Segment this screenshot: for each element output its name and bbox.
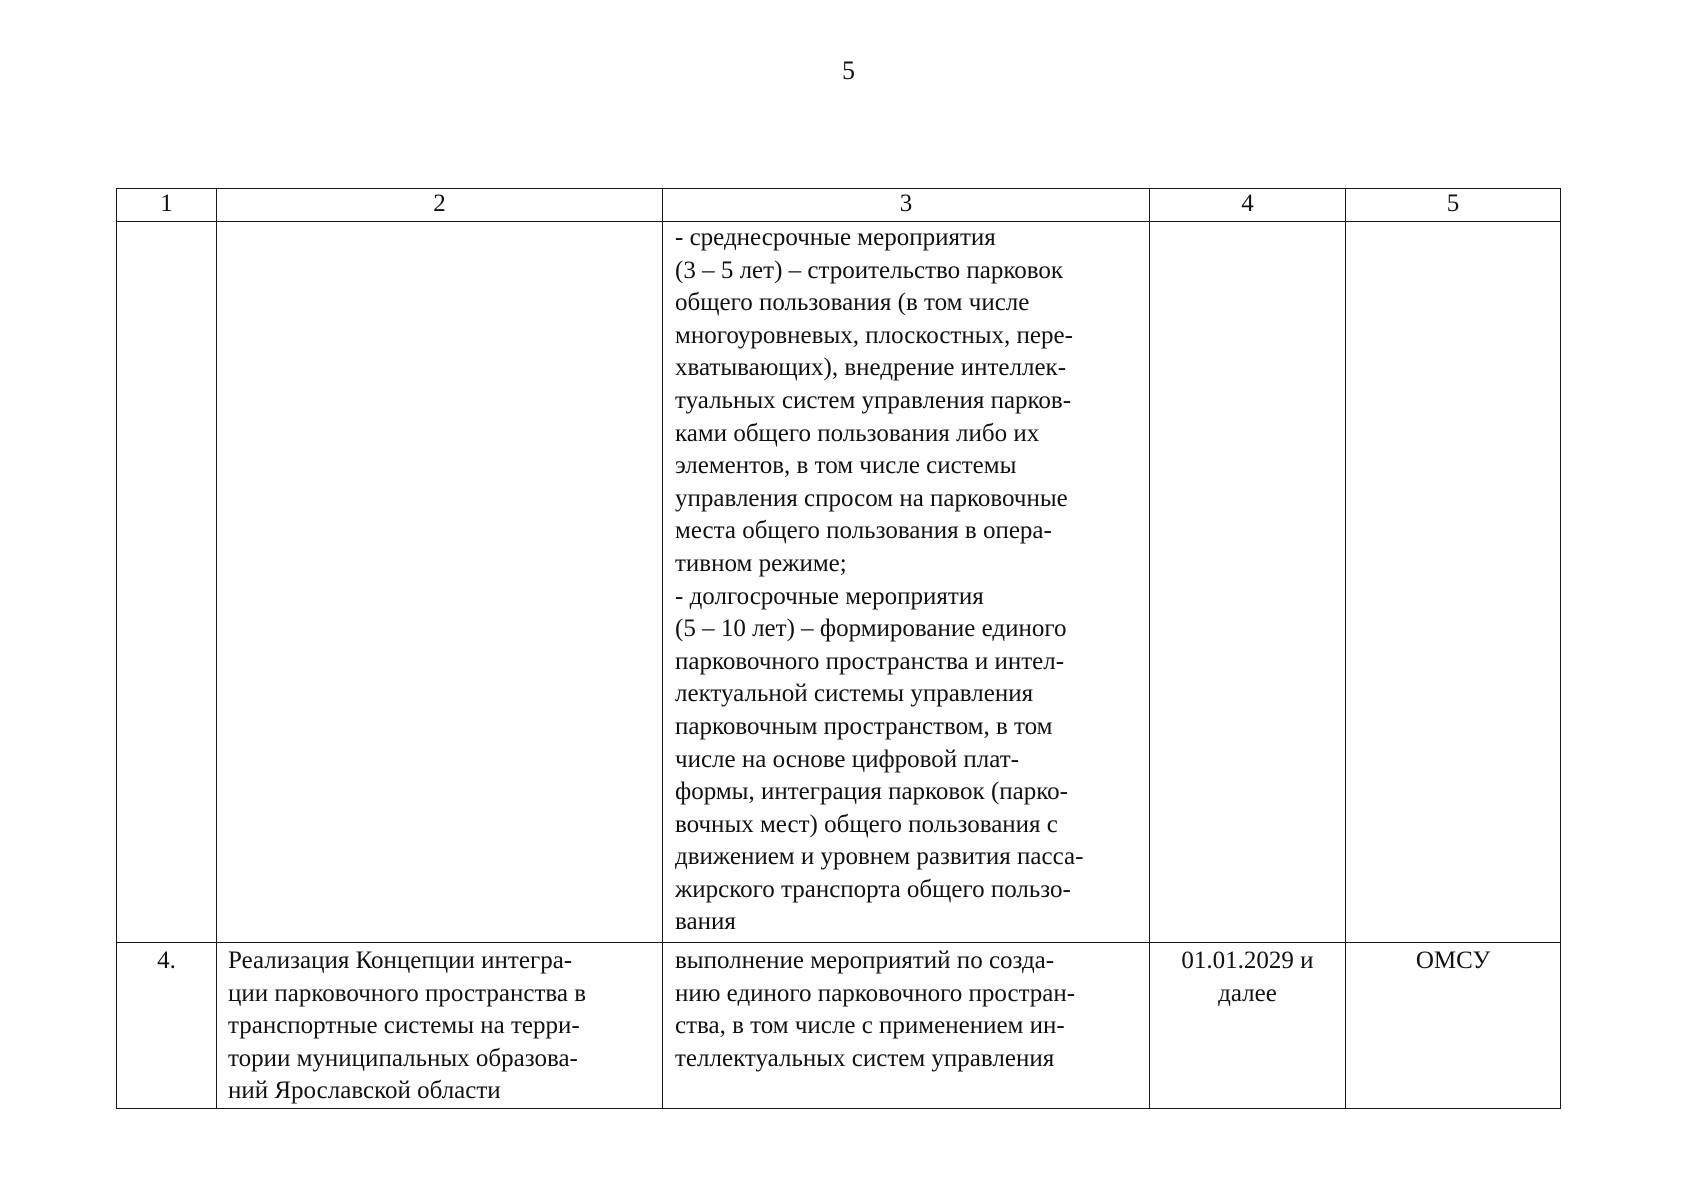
table-row-continuation [117,222,1561,943]
measure-responsible: ОМСУ [1415,947,1491,974]
table-row [117,943,1561,1109]
measures-description-text: - среднесрочные мероприятия (3 – 5 лет) – строительство парковок общего пользования (в том числе многоуровневых, плоскостных, пере- хватывающих), внедрение интеллек- туальных систем управления парков- ками общего пользования либо их элементов, в том числе системы управления спросом на парковочные места общего пользования в опера- тивном режиме; - долгосрочные мероприятия (5 – 10 лет) – формирование единого парковочного пространства и интел- лектуальной системы управления парковочным пространством, в том числе на основе цифровой плат- формы, интеграция парковок (парко- вочных мест) общего пользования с движением и уровнем развития пасса- жирского транспорта общего пользо- вания [675,224,1084,936]
header-col-4: 4 [1150,189,1346,222]
measure-deadline: 01.01.2029 и далее [1181,947,1314,1007]
cell-deadline [1150,222,1346,943]
cell-name [217,222,663,943]
header-col-1: 1 [117,189,217,222]
cell-responsible [1346,943,1561,1109]
row-number: 4. [157,947,176,974]
cell-number [117,943,217,1109]
cell-description [663,943,1150,1109]
measure-description: выполнение мероприятий по созда- нию единого парковочного простран- ства, в том числе с применением ин- теллектуальных систем управления [675,947,1076,1072]
header-col-5: 5 [1346,189,1561,222]
cell-description [663,222,1150,943]
page-number: 5 [842,56,855,85]
measures-table [116,188,1561,1109]
header-row [117,189,1561,222]
cell-deadline [1150,943,1346,1109]
header-col-2: 2 [217,189,663,222]
cell-number [117,222,217,943]
measure-name: Реализация Концепции интегра- ции парковочного пространства в транспортные системы на терри- тории муниципальных образова- ний Ярославской области [228,947,587,1105]
cell-name [217,943,663,1109]
header-col-3: 3 [663,189,1150,222]
cell-responsible [1346,222,1561,943]
